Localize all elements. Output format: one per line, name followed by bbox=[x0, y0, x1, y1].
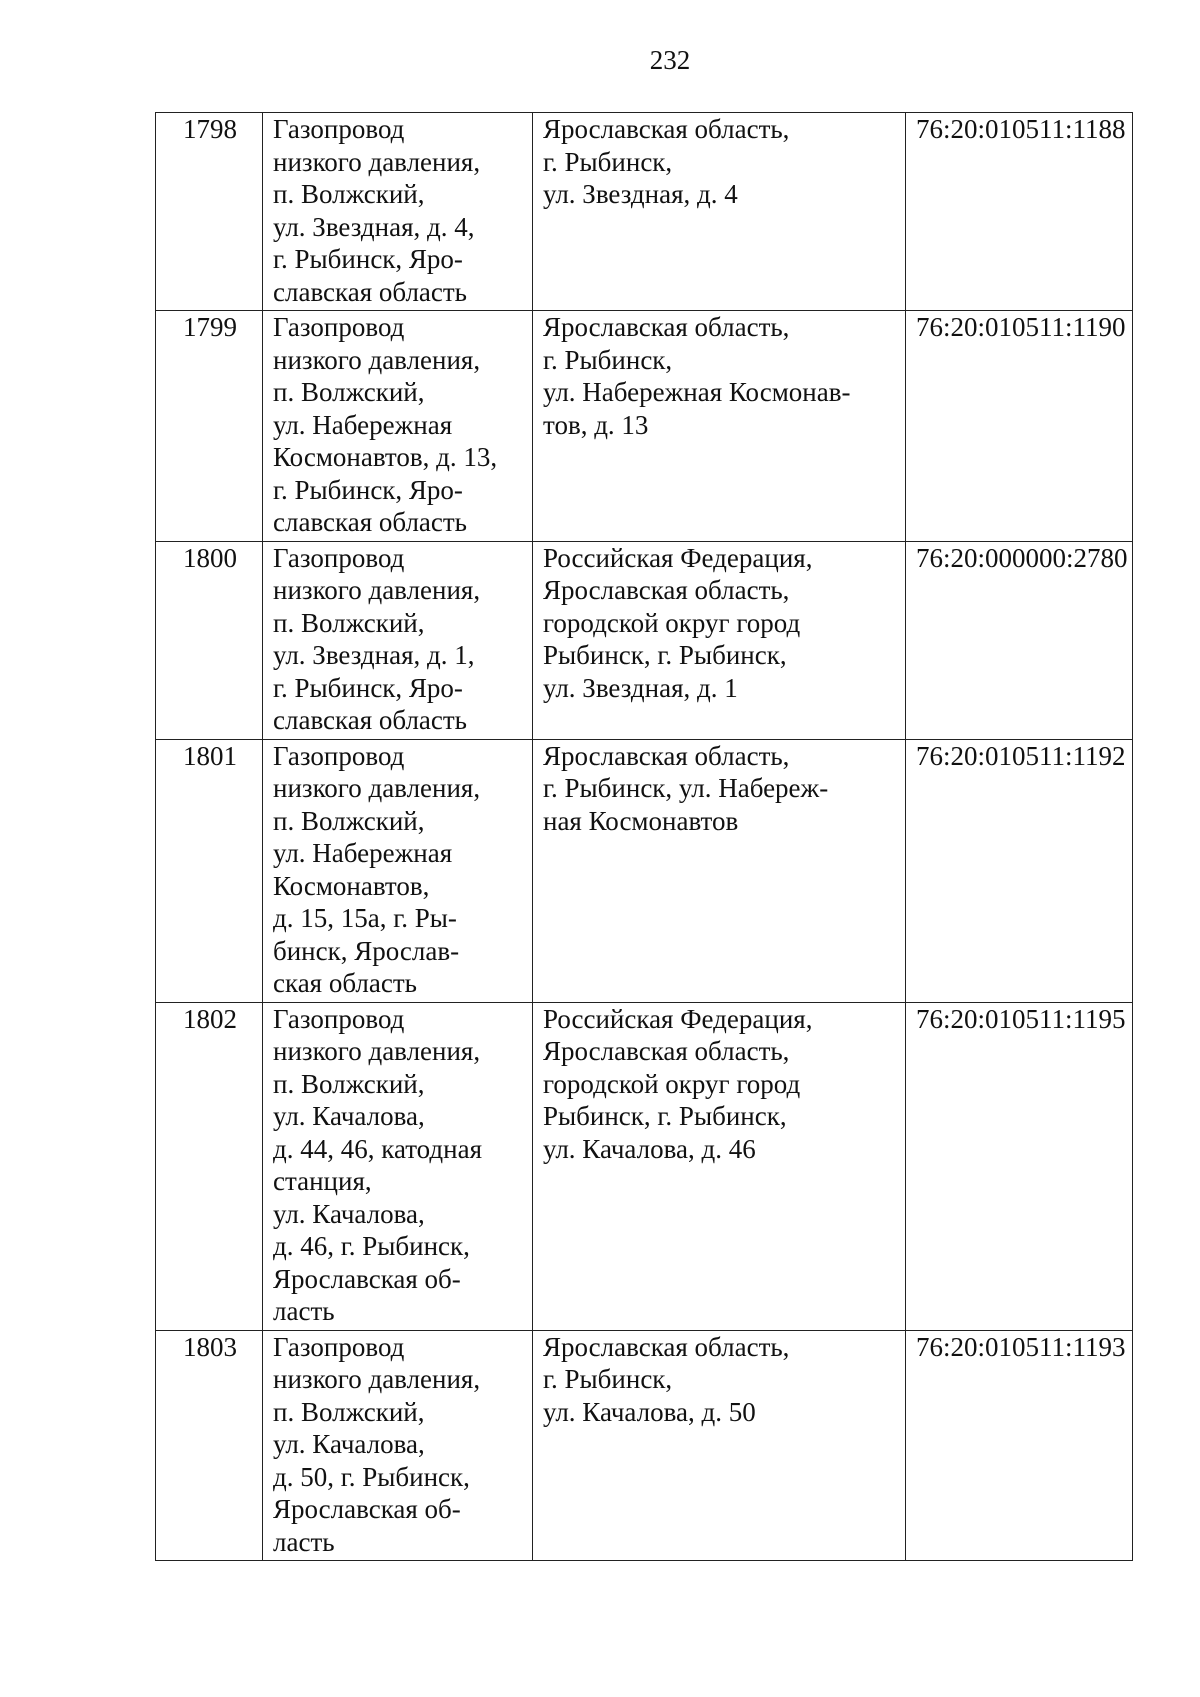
object-name: Газопровод низкого давления, п. Волжский, ул. Набережная Космонавтов, д. 15, 15а, г. Ры- бинск, Ярослав- ская область bbox=[273, 740, 481, 998]
row-number: 1799 bbox=[156, 311, 263, 542]
object-name-cell bbox=[263, 1002, 533, 1330]
table-row bbox=[156, 541, 1133, 739]
object-name-cell bbox=[263, 541, 533, 739]
registry-table bbox=[155, 112, 1133, 1561]
cadastral-number: 76:20:010511:1195 bbox=[906, 1002, 1133, 1330]
object-name: Газопровод низкого давления, п. Волжский, ул. Звездная, д. 4, г. Рыбинск, Яро- славская область bbox=[273, 114, 481, 307]
table-row bbox=[156, 113, 1133, 311]
object-name: Газопровод низкого давления, п. Волжский, ул. Звездная, д. 1, г. Рыбинск, Яро- славская область bbox=[273, 542, 481, 735]
cadastral-number: 76:20:000000:2780 bbox=[906, 541, 1133, 739]
address-cell bbox=[533, 311, 906, 542]
table-row bbox=[156, 311, 1133, 542]
cadastral-number: 76:20:010511:1190 bbox=[906, 311, 1133, 542]
object-name: Газопровод низкого давления, п. Волжский, ул. Качалова, д. 50, г. Рыбинск, Ярославская об- ласть bbox=[273, 1331, 481, 1557]
address-cell bbox=[533, 113, 906, 311]
address: Ярославская область, г. Рыбинск, ул. Качалова, д. 50 bbox=[543, 1331, 790, 1427]
row-number: 1802 bbox=[156, 1002, 263, 1330]
address: Ярославская область, г. Рыбинск, ул. Набереж- ная Космонавтов bbox=[543, 740, 829, 836]
address-cell bbox=[533, 739, 906, 1002]
object-name: Газопровод низкого давления, п. Волжский, ул. Качалова, д. 44, 46, катодная станция, ул. Качалова, д. 46, г. Рыбинск, Ярославская об- ласть bbox=[273, 1003, 482, 1326]
registry-table-body bbox=[156, 113, 1133, 1561]
table-row bbox=[156, 739, 1133, 1002]
address: Российская Федерация, Ярославская область, городской округ город Рыбинск, г. Рыбинск, ул. Качалова, д. 46 bbox=[543, 1003, 813, 1164]
object-name-cell bbox=[263, 113, 533, 311]
row-number: 1803 bbox=[156, 1330, 263, 1561]
cadastral-number: 76:20:010511:1188 bbox=[906, 113, 1133, 311]
row-number: 1800 bbox=[156, 541, 263, 739]
address: Российская Федерация, Ярославская область, городской округ город Рыбинск, г. Рыбинск, ул. Звездная, д. 1 bbox=[543, 542, 813, 703]
row-number: 1798 bbox=[156, 113, 263, 311]
address: Ярославская область, г. Рыбинск, ул. Звездная, д. 4 bbox=[543, 114, 790, 209]
row-number: 1801 bbox=[156, 739, 263, 1002]
address-cell bbox=[533, 1002, 906, 1330]
object-name-cell bbox=[263, 1330, 533, 1561]
table-row bbox=[156, 1002, 1133, 1330]
cadastral-number: 76:20:010511:1193 bbox=[906, 1330, 1133, 1561]
table-row bbox=[156, 1330, 1133, 1561]
object-name: Газопровод низкого давления, п. Волжский, ул. Набережная Космонавтов, д. 13, г. Рыбинск, Яро- славская область bbox=[273, 312, 498, 537]
address-cell bbox=[533, 541, 906, 739]
object-name-cell bbox=[263, 311, 533, 542]
cadastral-number: 76:20:010511:1192 bbox=[906, 739, 1133, 1002]
page-number: 232 bbox=[649, 45, 691, 75]
address-cell bbox=[533, 1330, 906, 1561]
address: Ярославская область, г. Рыбинск, ул. Набережная Космонав- тов, д. 13 bbox=[543, 312, 851, 440]
object-name-cell bbox=[263, 739, 533, 1002]
